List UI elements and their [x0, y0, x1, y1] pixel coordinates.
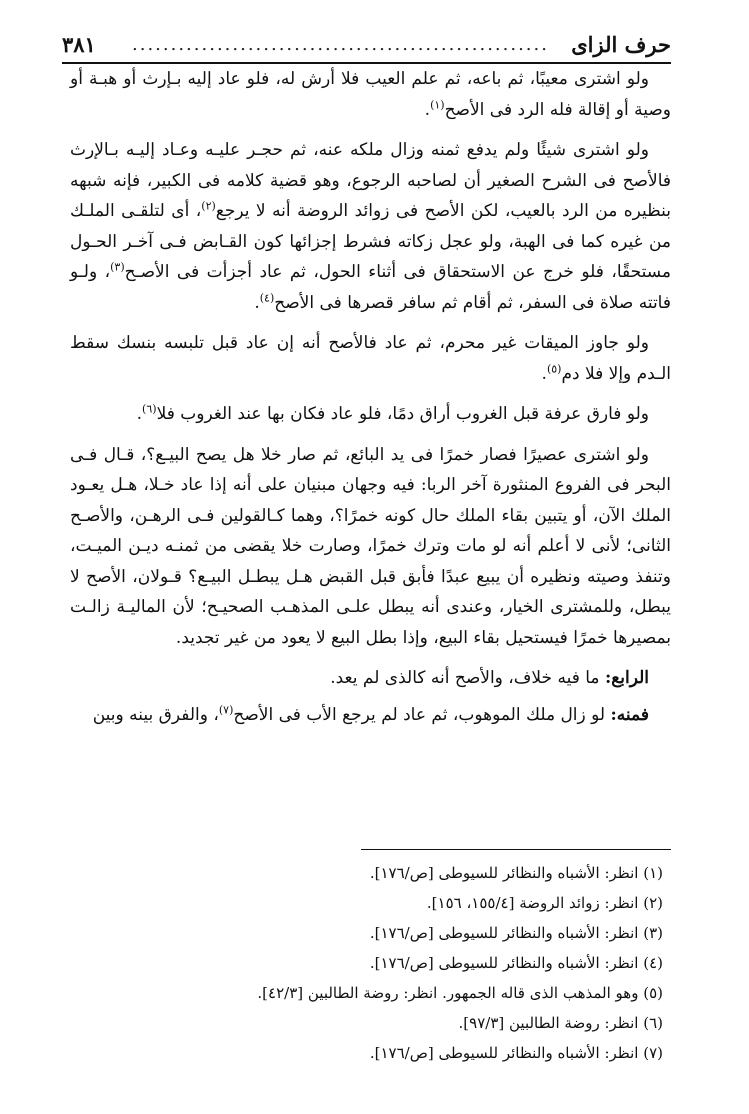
footnote-ref-2: (٢)	[201, 199, 216, 213]
footnote-7: (٧) انظر: الأشباه والنظائر للسيوطى [ص/١٧٦].	[369, 1044, 663, 1062]
footnote-5: (٥) وهو المذهب الذى قاله الجمهور. انظر: روضة الطالبين [٤٢/٣].	[257, 984, 663, 1002]
chapter-title: حرف الزاى	[571, 32, 671, 57]
paragraph-5: ولو اشترى عصيرًا فصار خمرًا فى يد البائع، ثم صار خلا هل يصح البيـع؟، قـال فـى البحر فى الفروع المنثورة آخر الربا: فيه وجهان مبنيان على أنه إذا عاد خـلا، هـل يعـود الملك الآن، أو يتبين بقاء الملك حال كونه خمرًا؟، وهما كـالقولين فـى الرهـن، والأصـح الثانى؛ لأنى لا أعلم أنه لو مات وترك خمرًا، وصارت خلا يقضى من ثمنـه ديـن الميـت، وتنفذ وصيته ونظيره أن يبيع عبدًا فأبق قبل القبض هـل يبطـل البيـع؟ قـولان، الأصح لا يبطل، وللمشترى الخيار، وعندى أنه يبطل علـى المذهـب الصحيـح؛ لأن الماليـة زالـت بمصيرها خمرًا فيستحيل بقاء البيع، وإذا بطل البيع لا يعود من غير تجديد.	[70, 444, 671, 648]
paragraph-1: ولو اشترى معيبًا، ثم باعه، ثم علم العيب فلا أرش له، فلو عاد إليه بـإرث أو هبـة أو وصية أو إقالة فله الرد فى الأصح$^{(١)}$.	[70, 69, 671, 120]
footnote-separator	[361, 849, 671, 850]
footnote-2: (٢) انظر: زوائد الروضة [١٥٥/٤، ١٥٦].	[426, 894, 663, 912]
section-label: الرابع:	[604, 668, 649, 688]
footnote-6: (٦) انظر: روضة الطالبين [٩٧/٣].	[458, 1014, 663, 1032]
running-header	[62, 28, 671, 64]
section-heading-paragraph: الرابع: ما فيه خلاف، والأصح أنه كالذى لم يعد.	[330, 668, 649, 688]
footnotes	[70, 858, 671, 1068]
header-leader-dots: ......................................................	[132, 34, 549, 55]
footnote-1: (١) انظر: الأشباه والنظائر للسيوطى [ص/١٧٦].	[369, 864, 663, 882]
paragraph-4: ولو فارق عرفة قبل الغروب أراق دمًا، فلو عاد فكان بها عند الغروب فلا$^{(٦)}$.	[136, 402, 649, 424]
paragraph-3: ولو جاوز الميقات غير محرم، ثم عاد فالأصح أنه إن عاد قبل تلبسه بنسك سقط الـدم وإلا فلا دم$^{(٥)}$.	[70, 333, 671, 384]
footnote-ref-4: (٤)	[259, 290, 275, 304]
footnote-ref-3: (٣)	[110, 260, 125, 274]
page-number: ٣٨١	[62, 32, 96, 57]
footnote-3: (٣) انظر: الأشباه والنظائر للسيوطى [ص/١٧٦].	[369, 924, 663, 942]
paragraph-2: ولو اشترى شيئًا ولم يدفع ثمنه وزال ملكه عنه، ثم حجـر عليـه وعـاد إليـه بـالإرث فالأصح فى الشرح الصغير أن لصاحبه الرجوع، وهو قضية كلامه فى الكبير، فإنه شبهه بنظيره من الرد بالعيب، لكن الأصح فى زوائد الروضة أنه لا يرجع$^{(٢)}$، أى لتلقـى الملـك من غيره كما فى الهبة، ولو عجل زكاته فشرط إجزائها كون القـابض فـى آخـر الحـول مستحقًا، فلو خرج عن الاستحقاق فى أثناء الحول، ثم عاد أجزأت فى الأصـح$^{(٣)}$، ولـو فاتته صلاة فى السفر، ثم أقام ثم سافر قصرها فى الأصح$^{(٤)}$.	[70, 140, 671, 313]
footnote-ref-7: (٧)	[218, 702, 234, 716]
footnote-4: (٤) انظر: الأشباه والنظائر للسيوطى [ص/١٧٦].	[369, 954, 663, 972]
paragraph-6: فمنه: لو زال ملك الموهوب، ثم عاد لم يرجع الأب فى الأصح$^{(٧)}$، والفرق بينه وبين	[92, 702, 649, 725]
main-text	[70, 64, 671, 740]
footnote-ref-6: (٦)	[142, 402, 157, 416]
subsection-label: فمنه:	[610, 704, 649, 725]
footnote-ref-1: (١)	[430, 97, 445, 111]
footnote-ref-5: (٥)	[546, 361, 562, 375]
